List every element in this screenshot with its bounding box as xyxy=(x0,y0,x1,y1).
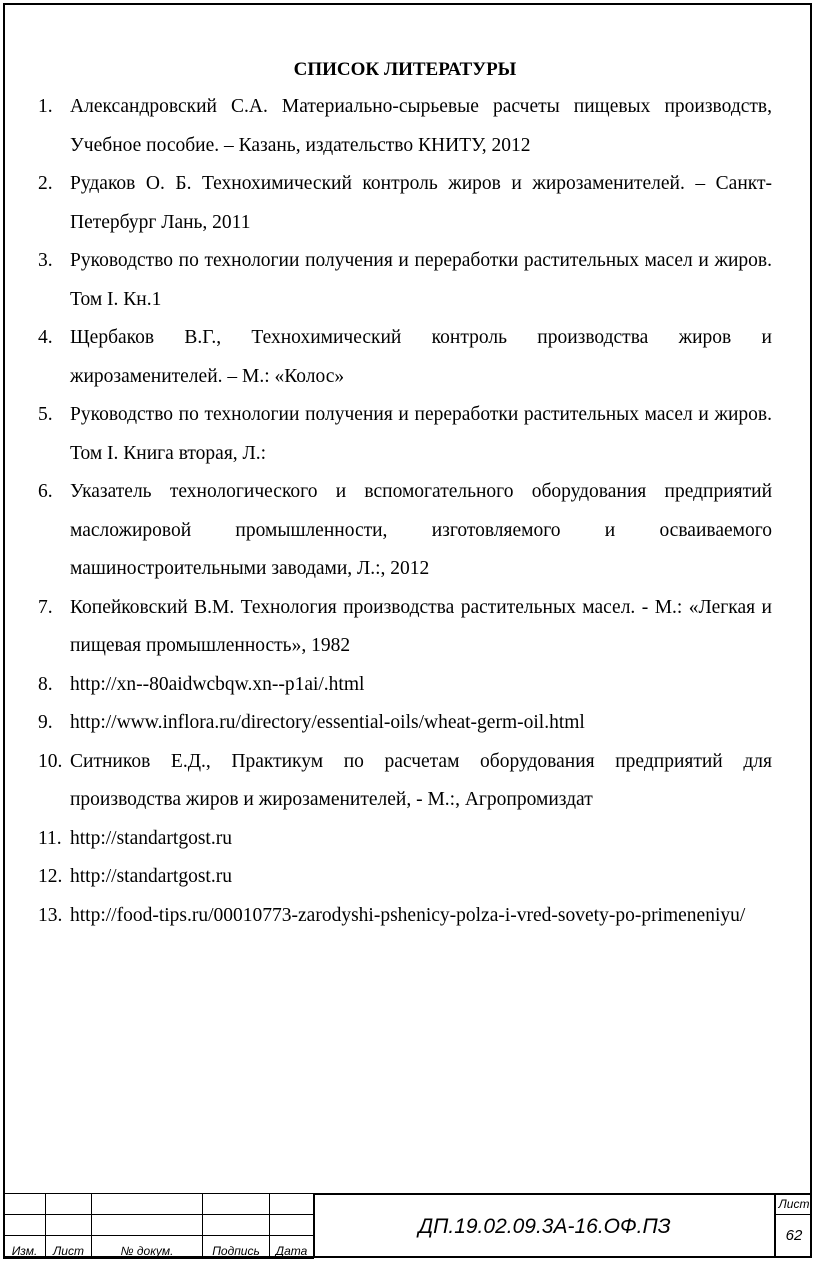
reference-text: http://standartgost.ru xyxy=(70,827,232,849)
revision-cell xyxy=(92,1194,203,1215)
reference-item xyxy=(38,242,772,319)
revision-cell xyxy=(46,1194,92,1215)
reference-text: http://www.inflora.ru/directory/essential-oils/wheat-germ-oil.html xyxy=(70,712,585,733)
reference-number: 6. xyxy=(38,481,53,502)
document-code: ДП.19.02.09.3А-16.ОФ.ПЗ xyxy=(313,1193,774,1258)
reference-item xyxy=(38,88,772,165)
header-list: Лист xyxy=(46,1236,92,1259)
header-date: Дата xyxy=(270,1236,314,1259)
reference-item xyxy=(38,704,772,743)
reference-item xyxy=(38,666,772,705)
reference-text: Руководство по технологии получения и переработки растительных масел и жиров. Том I. Кн.1 xyxy=(70,250,772,310)
reference-text: Копейковский В.М. Технология производства растительных масел. - М.: «Легкая и пищевая промышленность», 1982 xyxy=(70,596,772,656)
reference-text: Щербаков В.Г., Технохимический контроль производства жиров и жирозаменителей. – М.: «Колос» xyxy=(70,327,772,387)
reference-item xyxy=(38,319,772,396)
reference-number: 1. xyxy=(38,96,53,117)
reference-text: Руководство по технологии получения и переработки растительных масел и жиров. Том I. Книга вторая, Л.: xyxy=(70,404,772,464)
reference-item xyxy=(38,858,772,897)
revision-cell xyxy=(46,1215,92,1236)
sheet-label: Лист xyxy=(776,1195,812,1215)
revision-table xyxy=(3,1193,314,1259)
reference-number: 8. xyxy=(38,673,53,695)
reference-item xyxy=(38,165,772,242)
page-title: СПИСОК ЛИТЕРАТУРЫ xyxy=(293,59,517,80)
sheet-box xyxy=(774,1193,812,1258)
header-signature: Подпись xyxy=(203,1236,270,1259)
reference-number: 3. xyxy=(38,250,53,271)
revision-cell xyxy=(203,1194,270,1215)
reference-item xyxy=(38,473,772,589)
reference-item xyxy=(38,820,772,859)
reference-number: 4. xyxy=(38,327,53,348)
reference-text: Рудаков О. Б. Технохимический контроль жиров и жирозаменителей. – Санкт-Петербург Лань, 2011 xyxy=(70,173,772,233)
revision-cell xyxy=(92,1215,203,1236)
reference-number: 2. xyxy=(38,173,53,194)
reference-item xyxy=(38,396,772,473)
revision-cell xyxy=(270,1194,314,1215)
reference-text: http://standartgost.ru xyxy=(70,866,232,887)
revision-cell xyxy=(4,1194,46,1215)
header-izm: Изм. xyxy=(4,1236,46,1259)
reference-number: 10. xyxy=(38,750,63,772)
reference-number: 7. xyxy=(38,596,53,618)
reference-text: Александровский С.А. Материально-сырьевые расчеты пищевых производств, Учебное пособие. – Казань, издательство КНИТУ, 2012 xyxy=(70,96,772,156)
reference-item xyxy=(38,897,772,936)
reference-text: http://food-tips.ru/00010773-zarodyshi-pshenicy-polza-i-vred-sovety-po-primeneniyu/ xyxy=(70,904,746,926)
reference-text: Ситников Е.Д., Практикум по расчетам оборудования предприятий для производства жиров и жирозаменителей, - М.:, Агропромиздат xyxy=(70,750,772,810)
revision-cell xyxy=(4,1215,46,1236)
sheet-number: 62 xyxy=(785,1227,803,1244)
reference-number: 13. xyxy=(38,904,63,926)
title-block xyxy=(3,1193,812,1258)
revision-cell xyxy=(270,1215,314,1236)
reference-text: http://xn--80aidwcbqw.xn--p1ai/.html xyxy=(70,673,365,695)
reference-list xyxy=(38,88,772,935)
reference-item xyxy=(38,743,772,820)
revision-cell xyxy=(203,1215,270,1236)
reference-number: 12. xyxy=(38,866,63,887)
document-body xyxy=(38,52,772,935)
reference-number: 11. xyxy=(38,827,62,849)
reference-number: 5. xyxy=(38,404,53,425)
reference-item xyxy=(38,589,772,666)
reference-text: Указатель технологического и вспомогательного оборудования предприятий масложировой промышленности, изготовляемого и осваиваемого машиностроительными заводами, Л.:, 2012 xyxy=(70,481,772,579)
reference-number: 9. xyxy=(38,712,53,733)
header-doc-no: № докум. xyxy=(92,1236,203,1259)
